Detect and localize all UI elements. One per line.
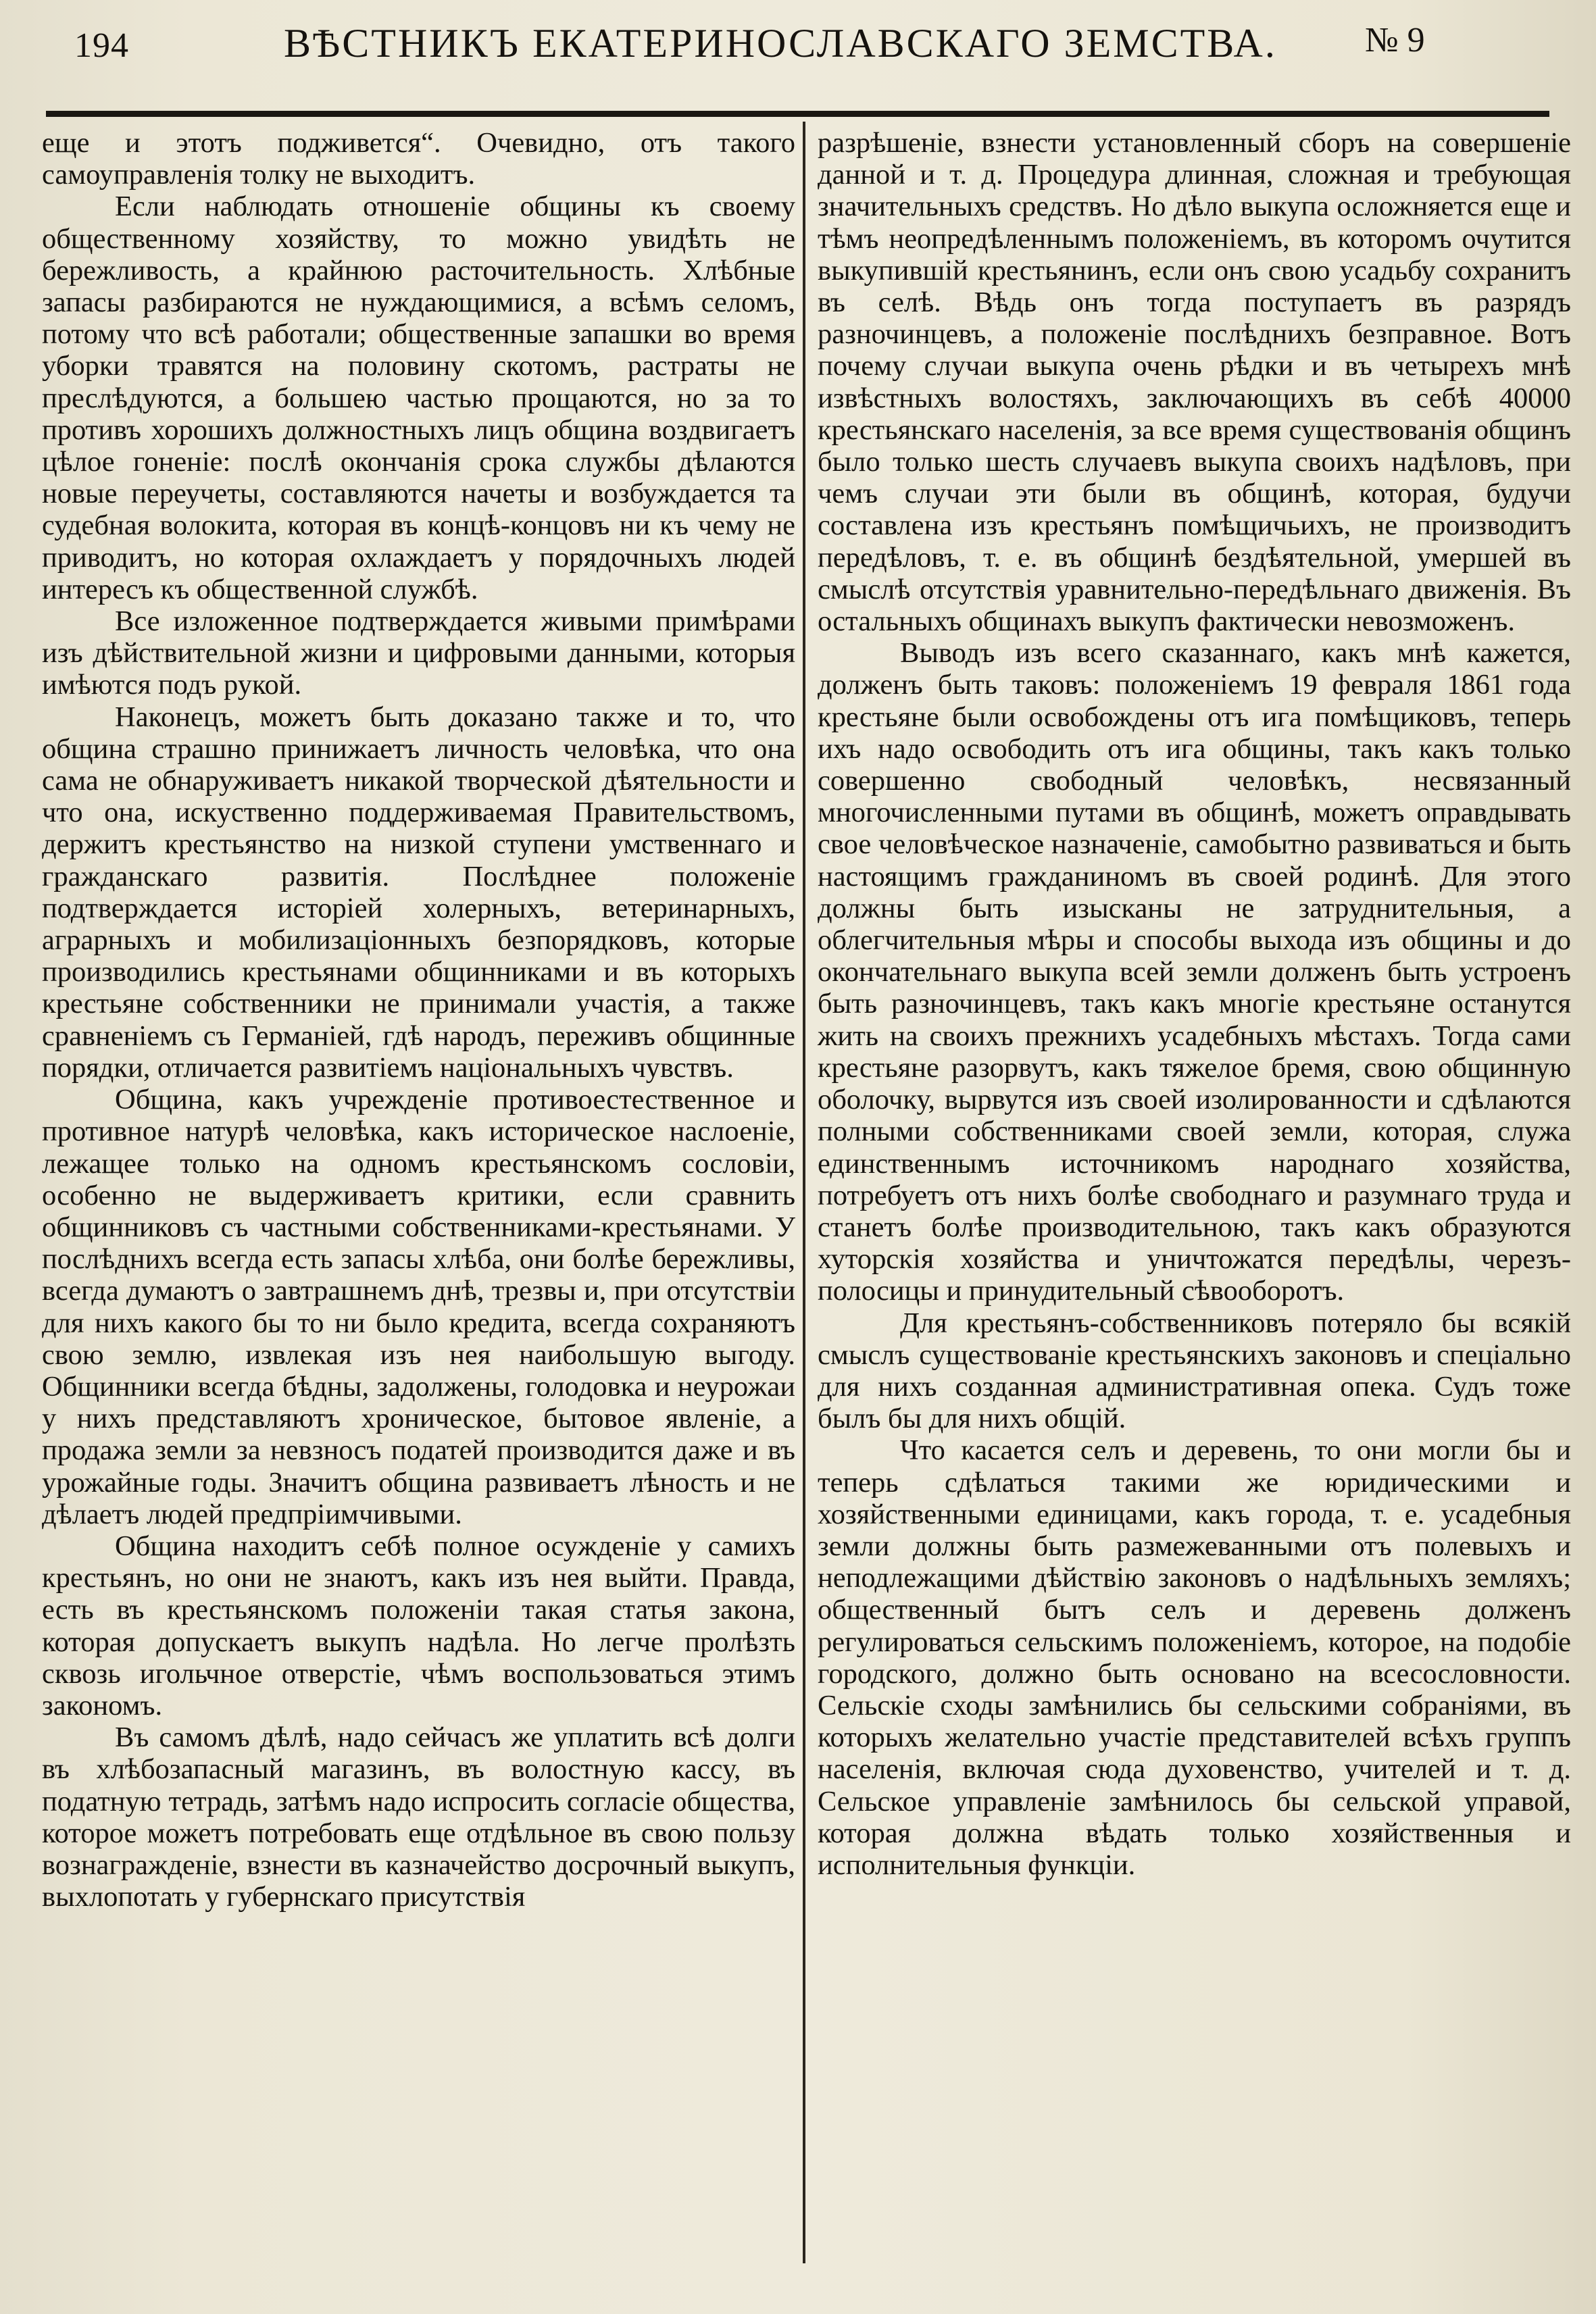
- column-divider: [803, 122, 805, 2263]
- paragraph: Община находитъ себѣ полное осужденіе у самихъ крестьянъ, но они не знаютъ, какъ изъ нея выйти. Правда, есть въ крестьянскомъ положеніи такая статья закона, которая допускаетъ выкупъ надѣла. Но легче пролѣзть сквозь игольчное отверстіе, чѣмъ воспользоваться этимъ закономъ.: [42, 1530, 795, 1721]
- paragraph: Если наблюдать отношеніе общины къ своему общественному хозяйству, то можно увидѣть не бережливость, а крайнюю расточительность. Хлѣбные запасы разбираются не нуждающимися, а всѣмъ селомъ, потому что всѣ работали; общественные запашки во время уборки травятся на половину скотомъ, растраты не преслѣдуются, а большею частью прощаются, но за то противъ хорошихъ должностныхъ лицъ община воздвигаетъ цѣлое гоненіе: послѣ окончанія срока службы дѣлаются новые переучеты, составляются начеты и возбуждается та судебная волокита, которая въ концѣ-концовъ ни къ чему не приводитъ, но которая охлаждаетъ у порядочныхъ людей интересъ къ общественной службѣ.: [42, 191, 795, 605]
- paragraph: Для крестьянъ-собственниковъ потеряло бы всякій смыслъ существованіе крестьянскихъ законовъ и спеціально для нихъ созданная административная опека. Судъ тоже былъ бы для нихъ общій.: [818, 1307, 1571, 1435]
- header-rule: [46, 111, 1549, 117]
- paragraph: еще и этотъ подживется“. Очевидно, отъ такого самоуправленія толку не выходитъ.: [42, 127, 795, 191]
- journal-title: ВѢСТНИКЪ ЕКАТЕРИНОСЛАВСКАГО ЗЕМСТВА.: [284, 21, 1277, 66]
- paragraph: Что касается селъ и деревень, то они могли бы и теперь сдѣлаться такими же юридическими и хозяйственными единицами, какъ города, т. е. усадебныя земли должны быть размежеванными отъ полевыхъ и неподлежащими дѣйствію законовъ о надѣльныхъ земляхъ; общественный бытъ селъ и деревень долженъ регулироваться сельскимъ положеніемъ, которое, на подобіе городского, должно быть основано на всесословности. Сельскіе сходы замѣнились бы сельскими собраніями, въ которыхъ желательно участіе представителей всѣхъ группъ населенія, включая сюда духовенство, учителей и т. д. Сельское управленіе замѣнилось бы сельской управой, которая должна вѣдать только хозяйственныя и исполнительныя функціи.: [818, 1434, 1571, 1881]
- right-column: [818, 127, 1571, 1881]
- paragraph: разрѣшеніе, взнести установленный сборъ на совершеніе данной и т. д. Процедура длинная, сложная и требующая значительныхъ средствъ. Но дѣло выкупа осложняется еще и тѣмъ неопредѣленнымъ положеніемъ, въ которомъ очутится выкупившій крестьянинъ, если онъ свою усадьбу сохранитъ въ селѣ. Вѣдь онъ тогда поступаетъ въ разрядъ разночинцевъ, а положеніе послѣднихъ безправное. Вотъ почему случаи выкупа очень рѣдки и въ четырехъ мнѣ извѣстныхъ волостяхъ, заключающихъ въ себѣ 40000 крестьянскаго населенія, за все время существованія общинъ было только шесть случаевъ выкупа своихъ надѣловъ, при чемъ случаи эти были въ общинѣ, которая, будучи составлена изъ крестьянъ помѣщичьихъ, не производитъ передѣловъ, т. е. въ общинѣ бездѣятельной, умершей въ смыслѣ отсутствія уравнительно-передѣльнаго движенія. Въ остальныхъ общинахъ выкупъ фактически невозможенъ.: [818, 127, 1571, 638]
- paragraph: Выводъ изъ всего сказаннаго, какъ мнѣ кажется, долженъ быть таковъ: положеніемъ 19 февраля 1861 года крестьяне были освобождены отъ ига помѣщиковъ, теперь ихъ надо освободить отъ ига общины, такъ какъ только совершенно свободный человѣкъ, несвязанный многочисленными путами въ общинѣ, можетъ оправдывать свое человѣческое назначеніе, самобытно развиваться и быть настоящимъ гражданиномъ въ своей родинѣ. Для этого должны быть изысканы не затруднительныя, а облегчительныя мѣры и способы выхода изъ общины и до окончательнаго выкупа всей земли долженъ быть устроенъ быть разночинцевъ, такъ какъ многіе крестьяне останутся жить на своихъ прежнихъ усадебныхъ мѣстахъ. Тогда сами крестьяне разорвутъ, какъ тяжелое бремя, свою общинную оболочку, вырвутся изъ своей изолированности и сдѣлаются полными собственниками своей земли, которая, служа единственнымъ источникомъ народнаго хозяйства, потребуетъ отъ нихъ болѣе свободнаго и разумнаго труда и станетъ болѣе производительною, такъ какъ образуются хуторскія хозяйства и уничтожатся передѣлы, черезъ-полосицы и принудительный сѣвооборотъ.: [818, 637, 1571, 1307]
- paragraph: Въ самомъ дѣлѣ, надо сейчасъ же уплатить всѣ долги въ хлѣбозапасный магазинъ, въ волостную кассу, въ податную тетрадь, затѣмъ надо испросить согласіе общества, которое можетъ потребовать еще отдѣльное въ свою пользу вознагражденіе, взнести въ казначейство досрочный выкупъ, выхлопотать у губернскаго присутствія: [42, 1721, 795, 1913]
- paragraph: Община, какъ учрежденіе противоестественное и противное натурѣ человѣка, какъ историческое наслоеніе, лежащее только на одномъ крестьянскомъ сословіи, особенно не выдерживаетъ критики, если сравнить общинниковъ съ частными собственниками-крестьянами. У послѣднихъ всегда есть запасы хлѣба, они болѣе бережливы, всегда думаютъ о завтрашнемъ днѣ, трезвы и, при отсутствіи для нихъ какого бы то ни было кредита, всегда сохраняютъ свою землю, извлекая изъ нея наибольшую выгоду. Общинники всегда бѣдны, задолжены, голодовка и неурожаи у нихъ представляютъ хроническое, бытовое явленіе, а продажа земли за невзносъ податей производится даже и въ урожайные годы. Значитъ община развиваетъ лѣность и не дѣлаетъ людей предпріимчивыми.: [42, 1084, 795, 1530]
- paragraph: Все изложенное подтверждается живыми примѣрами изъ дѣйствительной жизни и цифровыми данными, которыя имѣются подъ рукой.: [42, 605, 795, 701]
- issue-number: № 9: [1365, 21, 1425, 59]
- left-column: [42, 127, 795, 1913]
- page-number: 194: [74, 26, 129, 65]
- paragraph: Наконецъ, можетъ быть доказано также и то, что община страшно принижаетъ личность человѣка, что она сама не обнаруживаетъ никакой творческой дѣятельности и что она, искуственно поддерживаемая Правительствомъ, держитъ крестьянство на низкой ступени умственнаго и гражданскаго развитія. Послѣднее положеніе подтверждается исторіей холерныхъ, ветеринарныхъ, аграрныхъ и мобилизаціонныхъ безпорядковъ, которые производились крестьянами общинниками и въ которыхъ крестьяне собственники не принимали участія, а также сравненіемъ съ Германіей, гдѣ народъ, переживъ общинные порядки, отличается развитіемъ національныхъ чувствъ.: [42, 701, 795, 1084]
